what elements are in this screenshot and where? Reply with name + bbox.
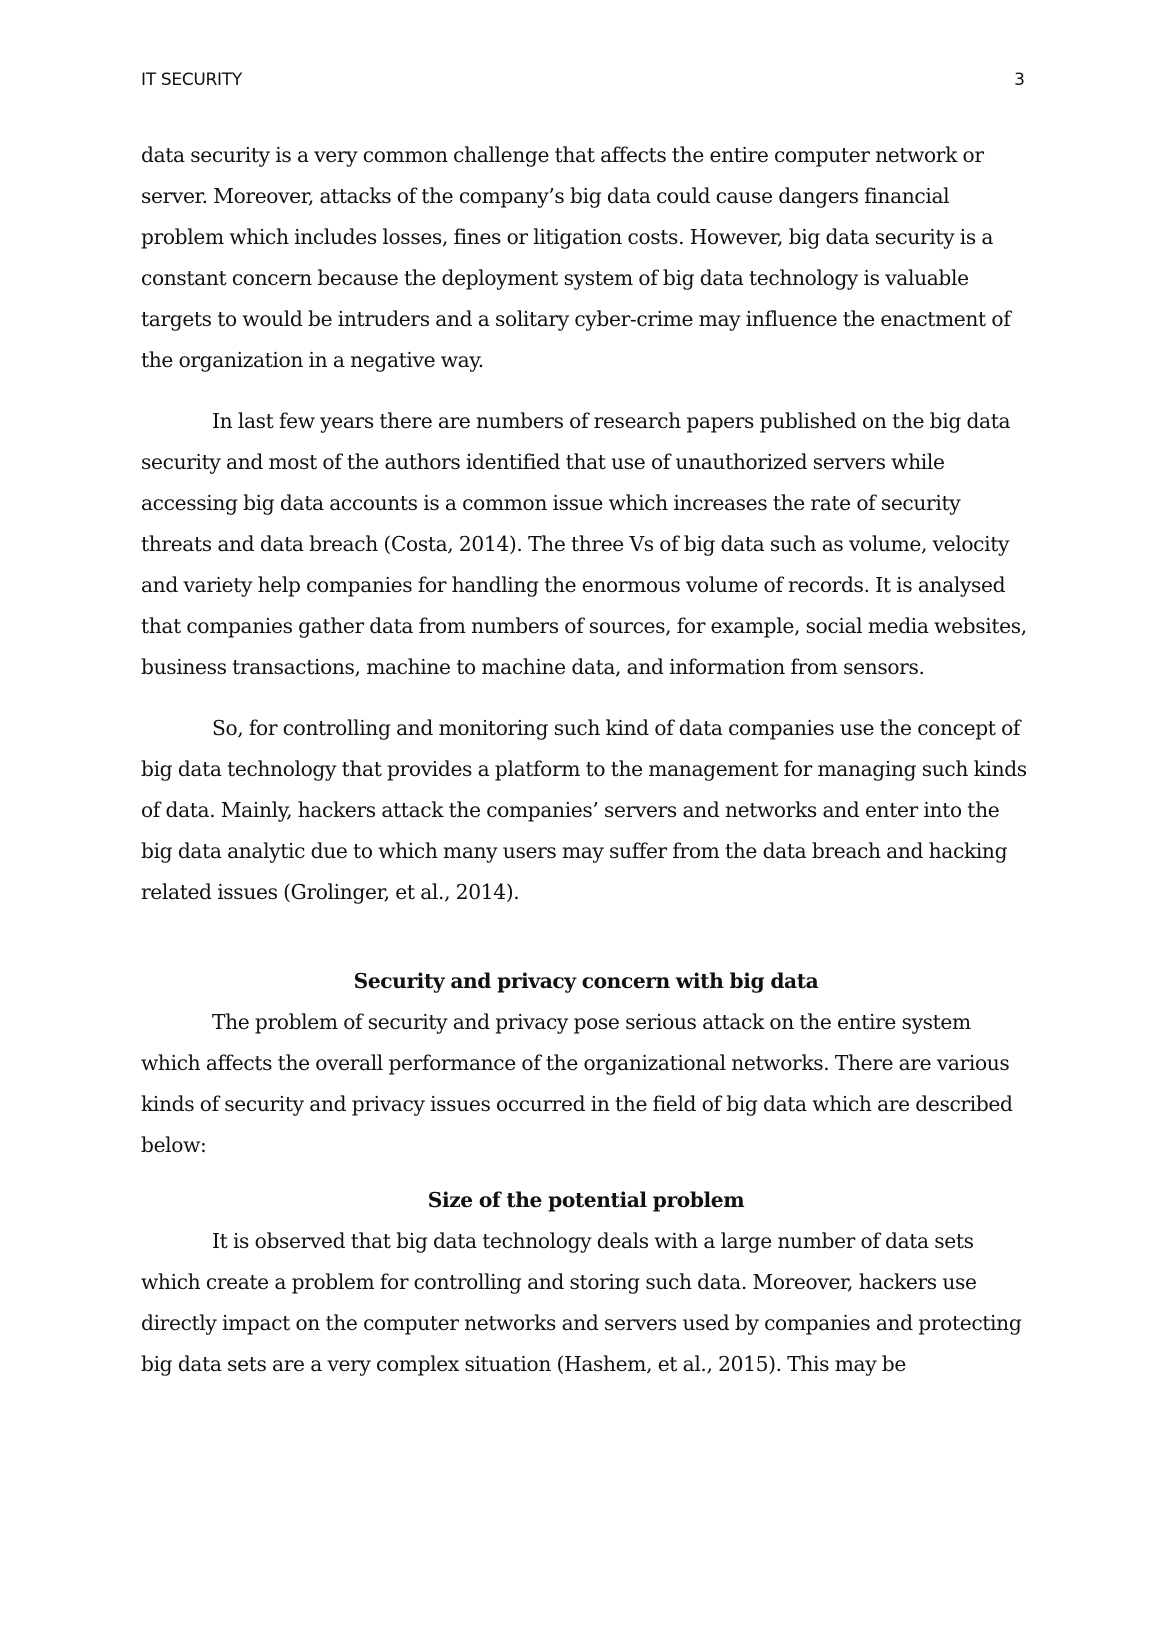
page-number: 3 <box>1014 70 1025 90</box>
paragraph-1: data security is a very common challenge that affects the entire computer network or server. Moreover, attacks of the company’s big data could cause dangers financial problem which includes losses, fines or litigation costs. However, big data security is a constant concern because the deployment system of big data technology is valuable targets to would be intruders and a solitary cyber-crime may influence the enactment of the organization in a negative way. <box>141 143 1011 372</box>
section-heading-size-problem: Size of the potential problem <box>427 1188 745 1212</box>
paragraph-4: The problem of security and privacy pose serious attack on the entire system which affects the overall performance of the organizational networks. There are various kinds of security and privacy issues occurred in the field of big data which are described below: <box>141 1010 1013 1157</box>
paragraph-3: So, for controlling and monitoring such kind of data companies use the concept of big data technology that provides a platform to the management for managing such kinds of data. Mainly, hackers attack the companies’ servers and networks and enter into the big data analytic due to which many users may suffer from the data breach and hacking related issues (Grolinger, et al., 2014). <box>141 716 1027 904</box>
paragraph-2: In last few years there are numbers of research papers published on the big data security and most of the authors identified that use of unauthorized servers while accessing big data accounts is a common issue which increases the rate of security threats and data breach (Costa, 2014). The three Vs of big data such as volume, velocity and variety help companies for handling the enormous volume of records. It is analysed that companies gather data from numbers of sources, for example, social media websites, business transactions, machine to machine data, and information from sensors. <box>141 409 1027 679</box>
section-heading-security-privacy: Security and privacy concern with big data <box>353 969 819 993</box>
paragraph-5: It is observed that big data technology deals with a large number of data sets which create a problem for controlling and storing such data. Moreover, hackers use directly impact on the computer networks and servers used by companies and protecting big data sets are a very complex situation (Hashem, et al., 2015). This may be <box>141 1229 1022 1376</box>
body-text <box>141 135 1031 1385</box>
running-head: IT SECURITY <box>141 70 242 90</box>
